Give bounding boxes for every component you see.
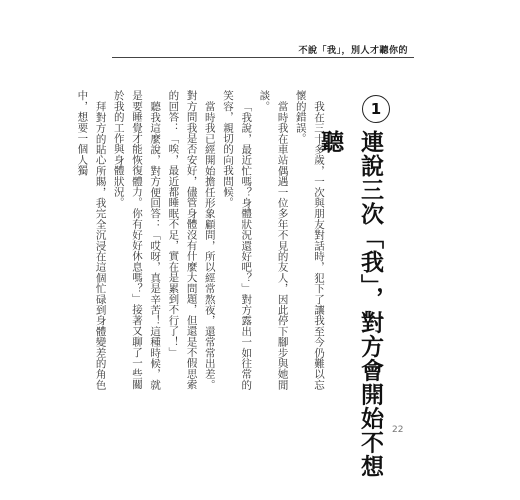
paragraph: 我在三十多歲，一次與朋友對話時，犯下了讓我至今仍難以忘懷的錯誤。 [294,90,325,390]
running-header: 不說「我」，別人才聽你的 [298,46,408,56]
header-rule [112,57,414,58]
paragraph: 拜對方的貼心所賜，我完全沉浸在這個忙碌到身體變差的角色中，想要一個人獨 [76,90,107,390]
chapter-title: 連說三次「我」，對方會開始不想聽 [317,130,384,479]
paragraph: 當時我已經開始擔任形象顧問，所以經常熬夜，還常常出差。對方問我是否安好，儘管身體沒有什麼大問題，但還是不假思索的回答：「唉，最近都睡眠不足，實在是累到不行了！」 [167,90,216,390]
page-number: 22 [392,425,404,435]
paragraph: 當時我在車站偶遇一位多年不見的友人，因此停下腳步與她閒談。 [258,90,289,390]
chapter-number-badge: 1 [362,95,390,123]
body-text [73,90,328,390]
paragraph: 「我說，最近忙嗎？身體狀況還好吧？」對方露出一如往常的笑容，親切的向我問候。 [221,90,253,390]
paragraph: 聽我這麼說，對方便回答：「哎呀，真是辛苦！這種時候，就是要睡覺才能恢復體力。你有好好休息嗎？」接著又聊了一些關於我的工作與身體狀況。 [112,90,162,390]
